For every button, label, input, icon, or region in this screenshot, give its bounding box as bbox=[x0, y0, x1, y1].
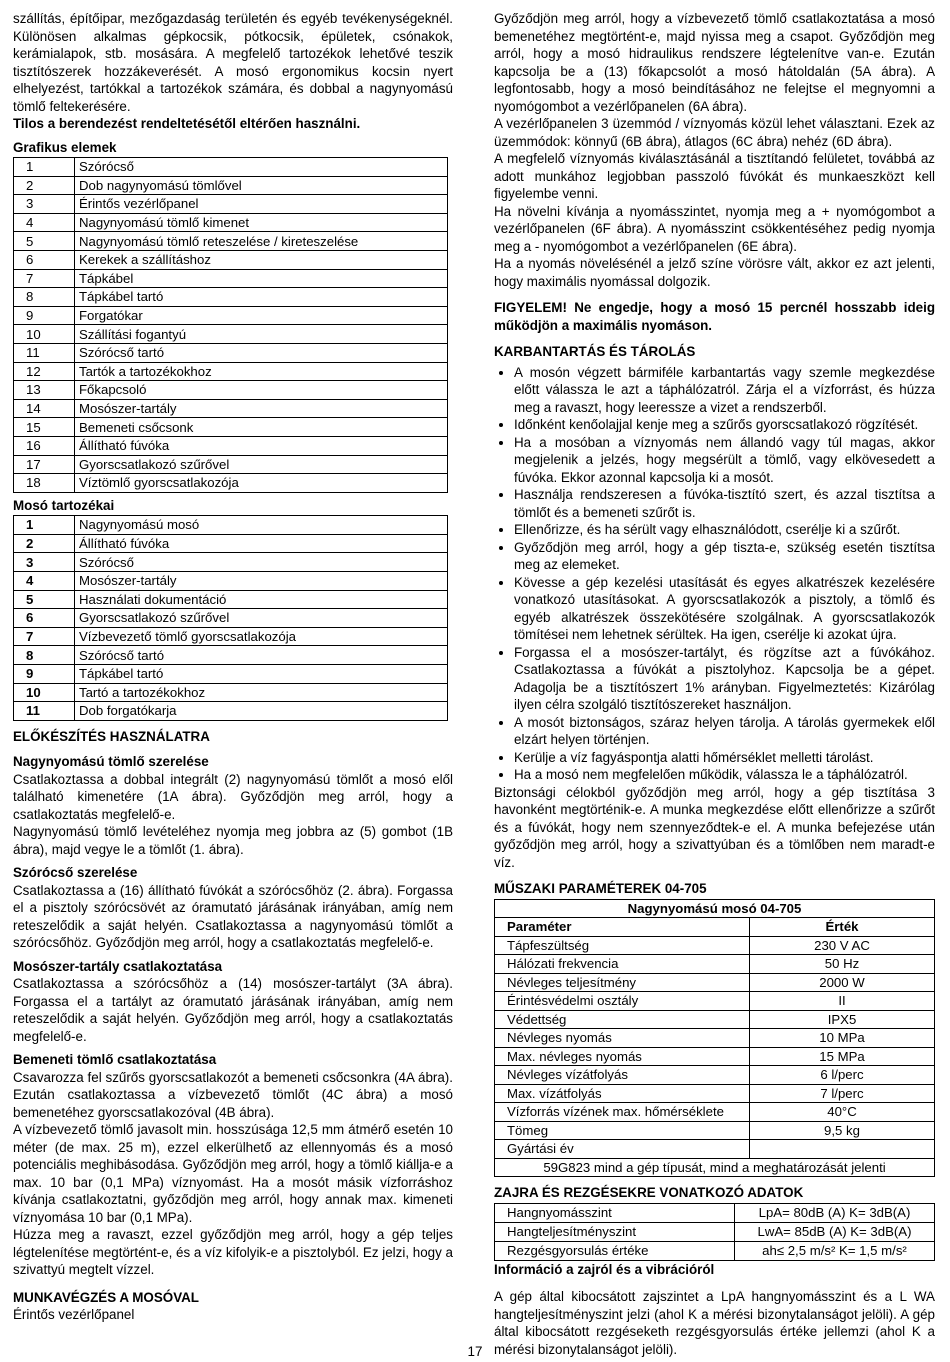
table-row bbox=[14, 213, 448, 232]
table-row bbox=[14, 343, 448, 362]
spec-value: 50 Hz bbox=[750, 955, 935, 974]
table-row bbox=[14, 609, 448, 628]
prohibition-notice: Tilos a berendezést rendeltetésétől eltérően használni. bbox=[13, 116, 361, 131]
list-item: • Használja rendszeresen a fúvóka-tisztító szert, és azzal tisztítsa a tömlőt és a bemeneti szűrőt is. bbox=[514, 486, 935, 521]
spec-value: 10 MPa bbox=[750, 1029, 935, 1048]
item-number: 10 bbox=[14, 325, 75, 344]
item-number: 9 bbox=[14, 306, 75, 325]
item-label: Tápkábel tartó bbox=[75, 664, 448, 683]
list-item: • A mosón végzett bármiféle karbantartás vagy szemle megkezdése előtt válassza le azt a táphálózatról. Zárja el a vízforrást, és húzza meg a ravaszt, hogy leeressze a vizet a rendszerből. bbox=[514, 364, 935, 417]
table-row bbox=[14, 176, 448, 195]
item-number: 4 bbox=[14, 213, 75, 232]
table-row bbox=[14, 232, 448, 251]
spec-row bbox=[495, 1084, 935, 1103]
list-item: • A mosót biztonságos, száraz helyen tárolja. A tárolás gyermekek elől elzárt helyen történjen. bbox=[514, 714, 935, 749]
noise-table bbox=[494, 1203, 935, 1261]
item-label: Érintős vezérlőpanel bbox=[75, 195, 448, 214]
item-number: 9 bbox=[14, 664, 75, 683]
spec-title: Nagynyomású mosó 04-705 bbox=[495, 899, 935, 918]
table-row bbox=[14, 683, 448, 702]
spec-param: Névleges nyomás bbox=[495, 1029, 750, 1048]
item-label: Gyorscsatlakozó szűrővel bbox=[75, 609, 448, 628]
paragraph: Csatlakoztassa a (16) állítható fúvókát a szórócsőhöz (2. ábra). Forgassa el a pisztoly szórócsövét az óramutató járásának irányában, amíg nem reteszelődik a saját helyén. Csatlakoztassa a nagynyomású tömlőt a szórócsőhöz. Győződjön meg arról, hogy a csatlakoztatás megfelelő-e. bbox=[13, 882, 453, 951]
list-item: • Forgassa el a mosószer-tartályt, és rögzítse azt a fúvókához. Csatlakoztassa a fúvókát a pisztolyhoz. Kapcsolja be a gépet. Adagolja be a tisztítószert 1% arányban. Figyelmeztetés: Kizárólag ilyen célra szolgáló tisztítószereket használjon. bbox=[514, 644, 935, 714]
item-label: Tartók a tartozékokhoz bbox=[75, 362, 448, 381]
hose-mount-text bbox=[13, 771, 453, 859]
lance-mount-heading: Szórócső szerelése bbox=[13, 865, 138, 881]
table-row bbox=[14, 436, 448, 455]
item-number: 17 bbox=[14, 455, 75, 474]
paragraph: Győződjön meg arról, hogy a vízbevezető tömlő csatlakoztatása a mosó bemenetéhez megtörtént-e, majd nyissa meg a csapot. Győződjön meg arról, hogy a mosó hidraulikus rendszere légtelenítve van-e. Ezután kapcsolja be a (13) főkapcsolót a mosó hátoldalán (5A ábra). A legfontosabb, hogy a mosó beindításához ne felejtse el megnyomni a nyomógombot a vezérlőpanelen (6A ábra). bbox=[494, 11, 935, 114]
item-label: Forgatókar bbox=[75, 306, 448, 325]
item-label: Szórócső tartó bbox=[75, 646, 448, 665]
table-row bbox=[14, 553, 448, 572]
spec-row bbox=[495, 973, 935, 992]
item-label: Tápkábel bbox=[75, 269, 448, 288]
spec-heading: MŰSZAKI PARAMÉTEREK 04-705 bbox=[494, 881, 707, 896]
item-number: 10 bbox=[14, 683, 75, 702]
item-label: Szórócső bbox=[75, 553, 448, 572]
item-number: 11 bbox=[14, 702, 75, 721]
table-row bbox=[14, 702, 448, 721]
item-label: Gyorscsatlakozó szűrővel bbox=[75, 455, 448, 474]
item-label: Dob nagynyomású tömlővel bbox=[75, 176, 448, 195]
item-number: 7 bbox=[14, 269, 75, 288]
item-number: 2 bbox=[14, 176, 75, 195]
paragraph: A gép által kibocsátott zajszintet a LpA hangnyomásszint és a L WA hangteljesítményszint jelzi (ahol K a mérési bizonytalanságot jelöli). A gép által kibocsátott rezgéseketh rezgésgyorsulás értéke jellemzi (ahol K a mérési bizonytalanságot jelöli). bbox=[494, 1289, 935, 1357]
item-label: Nagynyomású mosó bbox=[75, 516, 448, 535]
spec-param: Védettség bbox=[495, 1010, 750, 1029]
table-row bbox=[14, 288, 448, 307]
list-item: • Kövesse a gép kezelési utasítását és egyes alkatrészek kezelésére vonatkozó utasításokat. A gyorscsatlakozók a pisztoly, a tömlő és egyéb alkatrészek összekötésére szolgálnak. A gyorscsatlakozók tömítései nem lehetnek sérültek. Ha igen, cserélje ki azokat újra. bbox=[514, 574, 935, 644]
noise-value: ah≤ 2,5 m/s² K= 1,5 m/s² bbox=[735, 1241, 935, 1260]
intro-block bbox=[13, 10, 453, 133]
table-row bbox=[14, 664, 448, 683]
spec-param: Max. névleges nyomás bbox=[495, 1047, 750, 1066]
spec-value: 230 V AC bbox=[750, 936, 935, 955]
spec-param: Tömeg bbox=[495, 1121, 750, 1140]
item-number: 18 bbox=[14, 474, 75, 493]
spec-col-value: Érték bbox=[750, 918, 935, 937]
item-label: Szórócső tartó bbox=[75, 343, 448, 362]
touch-panel-subheading: Érintős vezérlőpanel bbox=[13, 1307, 135, 1323]
item-label: Dob forgatókarja bbox=[75, 702, 448, 721]
item-label: Használati dokumentáció bbox=[75, 590, 448, 609]
work-heading: MUNKAVÉGZÉS A MOSÓVAL bbox=[13, 1289, 199, 1305]
item-number: 12 bbox=[14, 362, 75, 381]
spec-row bbox=[495, 1066, 935, 1085]
table-row bbox=[14, 158, 448, 177]
noise-param: Hangnyomásszint bbox=[495, 1203, 735, 1222]
maintenance-heading: KARBANTARTÁS ÉS TÁROLÁS bbox=[494, 344, 696, 359]
inlet-hose-text bbox=[13, 1069, 453, 1279]
list-item: • Kerülje a víz fagyáspontja alatti hőmérséklet melletti tárolást. bbox=[514, 749, 935, 767]
item-number: 14 bbox=[14, 399, 75, 418]
paragraph: Nagynyomású tömlő levételéhez nyomja meg jobbra az (5) gombot (1B ábra), majd vegye le a tömlőt (1. ábra). bbox=[13, 824, 453, 857]
paragraph: A vezérlőpanelen 3 üzemmód / víznyomás közül lehet választani. Ezek az üzemmódok: könnyű (6B ábra), átlagos (6C ábra) nehéz (6D ábra). bbox=[494, 116, 935, 149]
noise-value: LpA= 80dB (A) K= 3dB(A) bbox=[735, 1203, 935, 1222]
paragraph: A megfelelő víznyomás kiválasztásánál a tisztítandó felületet, továbbá az adott munkához legjobban passzoló fúvókát és munkaeszközt kell figyelembe venni. bbox=[494, 151, 935, 201]
table-row bbox=[14, 381, 448, 400]
paragraph: Ha a nyomás növelésénél a jelző színe vörösre vált, akkor ez azt jelenti, hogy maximális nyomással dolgozik. bbox=[494, 256, 935, 289]
spec-value: 40°C bbox=[750, 1103, 935, 1122]
spec-value: 6 l/perc bbox=[750, 1066, 935, 1085]
spec-value: 15 MPa bbox=[750, 1047, 935, 1066]
lance-mount-text bbox=[13, 882, 453, 952]
maintenance-after-text: Biztonsági célokból győződjön meg arról, hogy a gép tisztítása 3 havonként megtörténik-e. A munka megkezdése előtt ellenőrizze a szűrőt és a fúvókát, hogy nem szennyeződtek-e el. A munka befejezése után győződjön meg arról, hogy a szivattyúban és a tömlőben nem maradt-e víz. bbox=[494, 784, 935, 870]
spec-value: IPX5 bbox=[750, 1010, 935, 1029]
warning-text: FIGYELEM! Ne engedje, hogy a mosó 15 percnél hosszabb ideig működjön a maximális nyomáson. bbox=[494, 300, 935, 333]
spec-value: 2000 W bbox=[750, 973, 935, 992]
table-row bbox=[14, 195, 448, 214]
item-number: 6 bbox=[14, 609, 75, 628]
paragraph: Csavarozza fel szűrős gyorscsatlakozót a bemeneti csőcsonkra (4A ábra). Ezután csatlakoztassa a vízbevezető tömlőt (4C ábra) a mosó bemenetéhez gyorscsatlakozóval (4B ábra). bbox=[13, 1069, 453, 1120]
spec-value: 9,5 kg bbox=[750, 1121, 935, 1140]
item-label: Mosószer-tartály bbox=[75, 399, 448, 418]
table-row bbox=[14, 646, 448, 665]
item-number: 3 bbox=[14, 553, 75, 572]
table-row bbox=[14, 325, 448, 344]
info-heading: Információ a zajról és a vibrációról bbox=[494, 1261, 715, 1277]
list-item: • Ellenőrizze, és ha sérült vagy elhasználódott, cserélje ki a szűrőt. bbox=[514, 521, 935, 539]
list-item: • Időnként kenőolajjal kenje meg a szűrős gyorscsatlakozó rögzítését. bbox=[514, 416, 935, 434]
table-row bbox=[14, 516, 448, 535]
table-row bbox=[14, 250, 448, 269]
table-row bbox=[14, 534, 448, 553]
noise-param: Rezgésgyorsulás értéke bbox=[495, 1241, 735, 1260]
table-row bbox=[14, 362, 448, 381]
item-number: 11 bbox=[14, 343, 75, 362]
table-row bbox=[14, 269, 448, 288]
noise-heading: ZAJRA ÉS REZGÉSEKRE VONATKOZÓ ADATOK bbox=[494, 1185, 804, 1200]
spec-row bbox=[495, 1010, 935, 1029]
spec-header-row bbox=[495, 918, 935, 937]
list-item: • Ha a mosó nem megfelelően működik, válassza le a táphálózatról. bbox=[514, 766, 935, 784]
noise-value: LwA= 85dB (A) K= 3dB(A) bbox=[735, 1222, 935, 1241]
table-row bbox=[14, 474, 448, 493]
item-number: 8 bbox=[14, 646, 75, 665]
table-row bbox=[14, 571, 448, 590]
item-number: 6 bbox=[14, 250, 75, 269]
spec-footer-row bbox=[495, 1158, 935, 1177]
item-number: 16 bbox=[14, 436, 75, 455]
detergent-text bbox=[13, 975, 453, 1045]
spec-value: II bbox=[750, 992, 935, 1011]
table-row bbox=[14, 590, 448, 609]
item-label: Tápkábel tartó bbox=[75, 288, 448, 307]
graphic-elements-heading: Grafikus elemek bbox=[13, 139, 117, 155]
item-number: 3 bbox=[14, 195, 75, 214]
item-label: Nagynyomású tömlő reteszelése / kireteszelése bbox=[75, 232, 448, 251]
table-row bbox=[14, 306, 448, 325]
spec-value bbox=[750, 1140, 935, 1159]
inlet-hose-heading: Bemeneti tömlő csatlakoztatása bbox=[13, 1052, 217, 1068]
spec-param: Gyártási év bbox=[495, 1140, 750, 1159]
right-column bbox=[494, 10, 935, 1358]
item-number: 15 bbox=[14, 418, 75, 437]
item-label: Szállítási fogantyú bbox=[75, 325, 448, 344]
left-column bbox=[13, 10, 453, 1324]
spec-title-row bbox=[495, 899, 935, 918]
spec-param: Névleges teljesítmény bbox=[495, 973, 750, 992]
detergent-heading: Mosószer-tartály csatlakoztatása bbox=[13, 958, 223, 974]
table-row bbox=[14, 455, 448, 474]
page-number: 17 bbox=[467, 1344, 483, 1359]
maintenance-list bbox=[494, 364, 935, 784]
spec-row bbox=[495, 955, 935, 974]
accessories-table bbox=[13, 515, 448, 721]
spec-param: Vízforrás vízének max. hőmérséklete bbox=[495, 1103, 750, 1122]
spec-col-param: Paraméter bbox=[495, 918, 750, 937]
table-row bbox=[14, 418, 448, 437]
graphic-elements-table bbox=[13, 157, 448, 493]
spec-param: Névleges vízátfolyás bbox=[495, 1066, 750, 1085]
item-number: 4 bbox=[14, 571, 75, 590]
item-label: Állítható fúvóka bbox=[75, 534, 448, 553]
item-number: 5 bbox=[14, 232, 75, 251]
spec-row bbox=[495, 1140, 935, 1159]
item-number: 1 bbox=[14, 516, 75, 535]
spec-row bbox=[495, 936, 935, 955]
table-row bbox=[14, 627, 448, 646]
item-number: 1 bbox=[14, 158, 75, 177]
spec-table bbox=[494, 899, 935, 1178]
list-item: • Győződjön meg arról, hogy a gép tiszta-e, szükség esetén tisztítsa meg az elemeket. bbox=[514, 539, 935, 574]
noise-row bbox=[495, 1241, 935, 1260]
item-label: Kerekek a szállításhoz bbox=[75, 250, 448, 269]
noise-row bbox=[495, 1222, 935, 1241]
item-number: 13 bbox=[14, 381, 75, 400]
paragraph: Csatlakoztassa a dobbal integrált (2) nagynyomású tömlőt a mosó elől található kimenetére (1A ábra). Győződjön meg arról, hogy a csatlakoztatás megfelelő-e. bbox=[13, 771, 453, 822]
operation-text bbox=[494, 10, 935, 290]
intro-paragraph: szállítás, építőipar, mezőgazdaság területén és egyéb tevékenységeknél. Különösen alkalmas gépkocsik, pótkocsik, épületek, csónakok, kerámialapok, stb. mosására. A megfelelő tartozékok lehetővé teszik tisztítószerek hozzákeverését. A mosó ergonomikus kocsin nyert elhelyezést, tartókkal a tartozékok számára, és dobbal a nagynyomású tömlő feltekerésére. bbox=[13, 11, 453, 114]
spec-param: Max. vízátfolyás bbox=[495, 1084, 750, 1103]
item-label: Vízbevezető tömlő gyorscsatlakozója bbox=[75, 627, 448, 646]
accessories-heading: Mosó tartozékai bbox=[13, 497, 115, 513]
item-label: Mosószer-tartály bbox=[75, 571, 448, 590]
spec-param: Hálózati frekvencia bbox=[495, 955, 750, 974]
item-label: Bemeneti csőcsonk bbox=[75, 418, 448, 437]
item-number: 7 bbox=[14, 627, 75, 646]
noise-row bbox=[495, 1203, 935, 1222]
spec-param: Érintésvédelmi osztály bbox=[495, 992, 750, 1011]
spec-row bbox=[495, 1103, 935, 1122]
list-item: • Ha a mosóban a víznyomás nem állandó vagy túl magas, akkor megjelenik a jelzés, hogy megsérült a tömlő, vagy elkövesedett a fúvóka. Ekkor azonnal kapcsolja ki a mosót. bbox=[514, 434, 935, 487]
item-label: Szórócső bbox=[75, 158, 448, 177]
item-label: Állítható fúvóka bbox=[75, 436, 448, 455]
noise-param: Hangteljesítményszint bbox=[495, 1222, 735, 1241]
item-label: Nagynyomású tömlő kimenet bbox=[75, 213, 448, 232]
spec-row bbox=[495, 1121, 935, 1140]
spec-value: 7 l/perc bbox=[750, 1084, 935, 1103]
paragraph: A vízbevezető tömlő javasolt min. hosszúsága 12,5 mm átmérő esetén 10 méter (de max. 25 m), ezzel elkerülhető az ellennyomás és a mosó potenciális meghibásodása. Győződjön meg arról, hogy a tömlő kiállja-e a max. 10 bar (0,1 MPa) víznyomást. Ha a mosót másik vízforráshoz kívánja csatlakoztatni, győződjön meg arról, hogy annak max. kimeneti víznyomása 10 bar (0,1 MPa). bbox=[13, 1122, 453, 1225]
spec-row bbox=[495, 992, 935, 1011]
item-number: 2 bbox=[14, 534, 75, 553]
spec-param: Tápfeszültség bbox=[495, 936, 750, 955]
spec-row bbox=[495, 1047, 935, 1066]
item-number: 8 bbox=[14, 288, 75, 307]
item-label: Víztömlő gyorscsatlakozója bbox=[75, 474, 448, 493]
item-number: 5 bbox=[14, 590, 75, 609]
paragraph: Húzza meg a ravaszt, ezzel győződjön meg arról, hogy a gép teljes légtelenítése megtörtént-e, és a víz kifolyik-e a pisztolyból. Ez jelzi, hogy a szivattyú megtelt vízzel. bbox=[13, 1227, 453, 1278]
spec-row bbox=[495, 1029, 935, 1048]
spec-footer: 59G823 mind a gép típusát, mind a meghatározását jelenti bbox=[495, 1158, 935, 1177]
preparation-heading: ELŐKÉSZÍTÉS HASZNÁLATRA bbox=[13, 728, 210, 744]
paragraph: Ha növelni kívánja a nyomásszintet, nyomja meg a + nyomógombot a vezérlőpanelen (6F ábra). A nyomásszint csökkentéséhez pedig nyomja meg a - nyomógombot a vezérlőpanelen (6E ábra). bbox=[494, 203, 935, 254]
paragraph: Csatlakoztassa a szórócsőhöz a (14) mosószer-tartályt (3A ábra). Forgassa el a tartályt az óramutató járásának irányában, amíg nem reteszelődik a saját helyén. Győződjön meg arról, hogy a csatlakoztatás megfelelő-e. bbox=[13, 976, 453, 1044]
item-label: Tartó a tartozékokhoz bbox=[75, 683, 448, 702]
hose-mount-heading: Nagynyomású tömlő szerelése bbox=[13, 754, 209, 770]
table-row bbox=[14, 399, 448, 418]
item-label: Főkapcsoló bbox=[75, 381, 448, 400]
